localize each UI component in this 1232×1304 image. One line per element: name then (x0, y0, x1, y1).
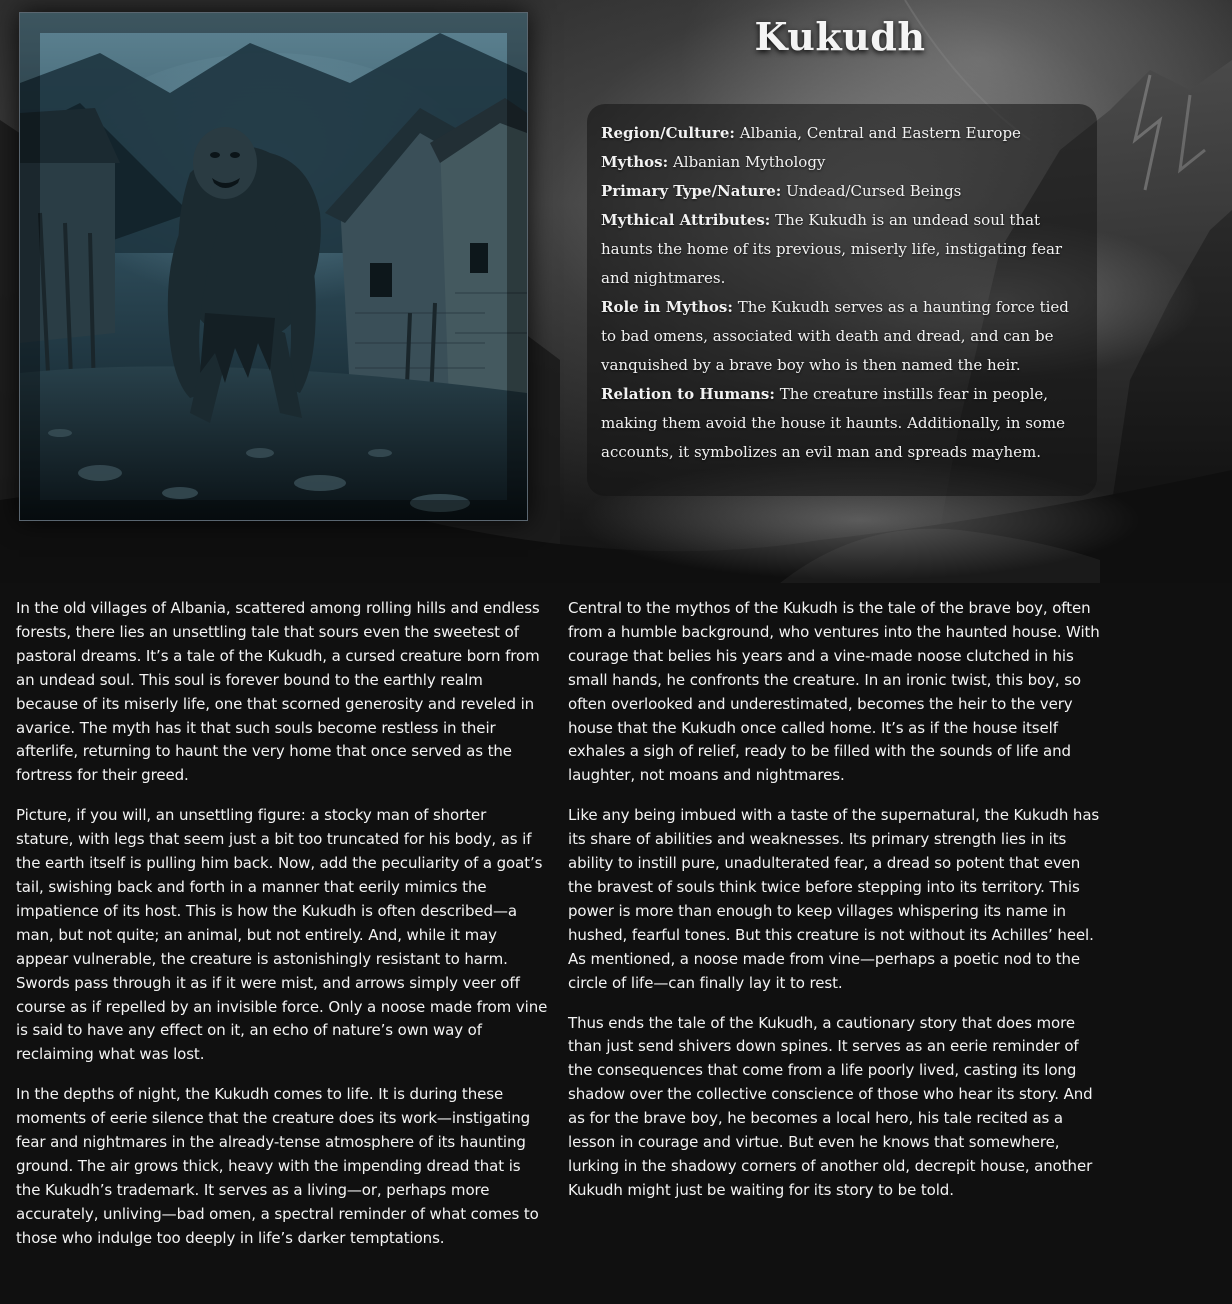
article-column-left (16, 597, 548, 1267)
info-relation (601, 380, 1083, 467)
info-value: Undead/Cursed Beings (786, 182, 962, 200)
article-paragraph: Like any being imbued with a taste of the supernatural, the Kukudh has its share of abilities and weaknesses. Its primary strength lies in its ability to instill pure, unadulterated fear, a dread so potent that even the bravest of souls think twice before stepping into its territory. This power is more than enough to keep villages whispering its name in hushed, fearful tones. But this creature is not without its Achilles’ heel. As mentioned, a noose made from vine—perhaps a poetic nod to the circle of life—can finally lay it to rest. (568, 806, 1100, 992)
info-label: Relation to Humans: (601, 385, 775, 403)
info-mythos (601, 148, 1083, 177)
info-label: Primary Type/Nature: (601, 182, 782, 200)
info-panel (587, 104, 1097, 496)
info-value: The Kukudh is an undead soul that haunts the home of its previous, miserly life, instigating fear and nightmares. (601, 211, 1063, 287)
page-title: Kukudh (754, 14, 926, 59)
info-value: The Kukudh serves as a haunting force tied to bad omens, associated with death and dread, and can be vanquished by a brave boy who is then named the heir. (601, 298, 1069, 374)
article-column-right (568, 597, 1100, 1267)
info-value: Albanian Mythology (672, 153, 826, 171)
info-value: The creature instills fear in people, making them avoid the house it haunts. Additionally, in some accounts, it symbolizes an evil man and spreads mayhem. (601, 385, 1066, 461)
info-label: Region/Culture: (601, 124, 735, 142)
info-label: Mythos: (601, 153, 669, 171)
article-body (16, 597, 1100, 1267)
info-label: Role in Mythos: (601, 298, 733, 316)
info-label: Mythical Attributes: (601, 211, 771, 229)
article-paragraph: In the depths of night, the Kukudh comes to life. It is during these moments of eerie silence that the creature does its work—instigating fear and nightmares in the already-tense atmosphere of its haunting ground. The air grows thick, heavy with the impending dread that is the Kukudh’s trademark. It serves as a living—or, perhaps more accurately, unliving—bad omen, a spectral reminder of what comes to those who indulge too deeply in life’s darker temptations. (16, 1085, 539, 1247)
info-value: Albania, Central and Eastern Europe (739, 124, 1021, 142)
article-paragraph: In the old villages of Albania, scattered among rolling hills and endless forests, there lies an unsettling tale that sours even the sweetest of pastoral dreams. It’s a tale of the Kukudh, a cursed creature born from an undead soul. This soul is forever bound to the earthly realm because of its miserly life, one that scorned generosity and reveled in avarice. The myth has it that such souls become restless in their afterlife, returning to haunt the very home that once served as the fortress for their greed. (16, 599, 540, 785)
info-region (601, 119, 1083, 148)
article-paragraph: Picture, if you will, an unsettling figure: a stocky man of shorter stature, with legs that seem just a bit too truncated for his body, as if the earth itself is pulling him back. Now, add the peculiarity of a goat’s tail, swishing back and forth in a manner that eerily mimics the impatience of its host. This is how the Kukudh is often described—a man, but not quite; an animal, but not entirely. And, while it may appear vulnerable, the creature is astonishingly resistant to harm. Swords pass through it as if it were mist, and arrows simply veer off course as if repelled by an invisible force. Only a noose made from vine is said to have any effect on it, an echo of nature’s own way of reclaiming what was lost. (16, 806, 548, 1064)
info-primary-type (601, 177, 1083, 206)
info-role (601, 293, 1083, 380)
kukudh-illustration (19, 12, 528, 521)
info-attributes (601, 206, 1083, 293)
hero-section (0, 0, 1232, 583)
article-paragraph: Central to the mythos of the Kukudh is the tale of the brave boy, often from a humble background, who ventures into the haunted house. With courage that belies his years and a vine-made noose clutched in his small hands, he confronts the creature. In an ironic twist, this boy, so often overlooked and underestimated, becomes the heir to the very house that the Kukudh once called home. It’s as if the house itself exhales a sigh of relief, ready to be filled with the sounds of life and laughter, not moans and nightmares. (568, 599, 1100, 785)
article-paragraph: Thus ends the tale of the Kukudh, a cautionary story that does more than just send shivers down spines. It serves as an eerie reminder of the consequences that come from a life poorly lived, casting its long shadow over the collective conscience of those who hear its story. And as for the brave boy, he becomes a local hero, his tale recited as a lesson in courage and virtue. But even he knows that somewhere, lurking in the shadowy corners of another old, decrepit house, another Kukudh might just be waiting for its story to be told. (568, 1013, 1093, 1199)
